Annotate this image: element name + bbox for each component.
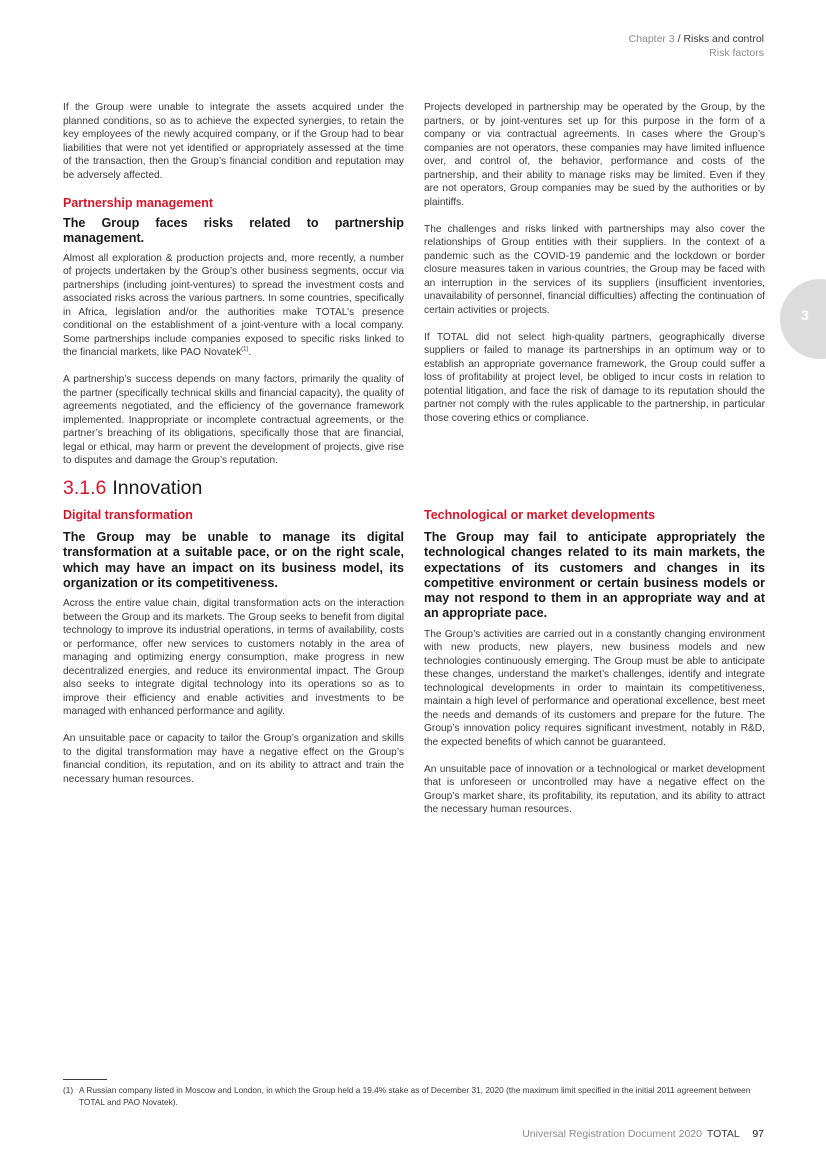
footnote-reference: (1) xyxy=(241,346,249,353)
brand-name: TOTAL xyxy=(706,1128,740,1140)
digital-transformation-heading: Digital transformation xyxy=(63,508,193,522)
header-separator: / xyxy=(674,33,684,45)
digital-transformation-paragraph-2: An unsuitable pace or capacity to tailor the Group’s organization and skills to the digital transformation may have a negative effect on the Group’s financial condition, its reputation, and on its ability to attract and train the necessary human resources. xyxy=(63,733,404,785)
left-column-bottom xyxy=(63,508,404,786)
tech-market-heading: Technological or market developments xyxy=(424,508,656,522)
chapter-label: Chapter 3 xyxy=(628,33,675,45)
right-column-bottom xyxy=(424,508,765,817)
chapter-side-tab-number: 3 xyxy=(801,307,809,323)
partnership-heading: Partnership management xyxy=(63,196,214,210)
section-number: 3.1.6 xyxy=(63,477,107,499)
section-heading xyxy=(63,477,202,499)
suppliers-paragraph: The challenges and risks linked with partnerships may also cover the relationships of Group entities with their suppliers. In the context of a pandemic such as the COVID-19 pandemic and the lockdown or border closure measures taken in various countries, the Group may be faced with an interruption in the services of its suppliers (insufficient inventories, unavailability of personnel, financial difficulties) affecting the continuation of certain activities or projects. xyxy=(424,223,765,316)
footnote-mark: (1) xyxy=(63,1085,74,1095)
digital-transformation-subheading: The Group may be unable to manage its digital transformation at a suitable pace, or on the right scale, which may have an impact on its business model, its organization or its competitiveness. xyxy=(63,530,404,590)
partnership-subheading: The Group faces risks related to partnership management. xyxy=(63,216,404,246)
page-number: 97 xyxy=(752,1128,764,1140)
digital-transformation-paragraph-1: Across the entire value chain, digital transformation acts on the interaction between the Group and its markets. The Group seeks to benefit from digital technology to improve its industrial operations, in terms of availability, costs or performance, offer new services to customers notably in the area of managing and optimizing energy consumption, make progress in new decentralized energies, and reduce its environmental impact. The Group also seeks to integrate digital technology into its operations so as to improve their efficiency and enable activities and investments to be managed with enhanced performance and agility. xyxy=(63,598,404,718)
page-footer xyxy=(522,1128,764,1140)
section-title: Innovation xyxy=(112,477,203,499)
tech-market-subheading: The Group may fail to anticipate appropriately the technological changes related to its main markets, the expectations of its customers and changes in its competitive environment or certain business models or may not respond to them in an appropriate way and at an appropriate pace. xyxy=(424,530,765,621)
chapter-line xyxy=(629,33,764,47)
chapter-subtitle: Risk factors xyxy=(709,46,764,59)
document-name: Universal Registration Document 2020 xyxy=(522,1128,702,1140)
partnership-paragraph-2: A partnership’s success depends on many factors, primarily the quality of the partner (specifically technical skills and financial capacity), the quality of agreements negotiated, and the efficiency of the governance framework implemented. Inappropriate or incomplete contractual agreements, or the partner’s breaching of its obligations, specifically those that are financial, legal or ethical, may harm or prevent the development of projects, give rise to disputes and damage the Group’s reputation. xyxy=(63,374,404,467)
tech-market-paragraph-2: An unsuitable pace of innovation or a technological or market development that is unforeseen or uncontrolled may have a negative effect on the Group’s market share, its profitability, its reputation, and its ability to attract the necessary human resources. xyxy=(424,763,765,816)
footnote-divider xyxy=(63,1079,107,1080)
partnership-operation-paragraph: Projects developed in partnership may be operated by the Group, by the partners, or by joint-ventures set up for this purpose in the form of a company or via contractual agreements. In cases where the Group’s companies are not operators, these companies may have limited influence over, and control of, the behavior, performance and costs of the partnership, and their ability to manage risks may be limited. Even if they are not operators, Group companies may be sued by the authorities or by plaintiffs. xyxy=(424,102,765,208)
partnership-paragraph-1-end: . xyxy=(248,347,252,359)
acquisition-paragraph: If the Group were unable to integrate the assets acquired under the planned conditions, so as to achieve the expected synergies, to retain the key employees of the newly acquired company, or if the Group had to bear liabilities that were not yet identified or appropriately assessed at the time of the transaction, then the Group’s financial condition and reputation may be adversely affected. xyxy=(63,102,404,181)
partnership-paragraph-1 xyxy=(63,252,404,360)
partner-selection-paragraph: If TOTAL did not select high-quality partners, geographically diverse suppliers or failed to manage its partnerships in an optimum way or to establish an appropriate governance framework, the Group could suffer a loss of profitability at project level, be obliged to incur costs in relation to potential litigation, and face the risk of damage to its reputation should the partner not comply with the rules applicable to the partnership, in particular those covering ethics or compliance. xyxy=(424,331,765,424)
page-header xyxy=(629,33,764,60)
left-column-top xyxy=(63,101,404,468)
chapter-side-tab xyxy=(780,279,826,359)
footnote-text: A Russian company listed in Moscow and London, in which the Group held a 19.4% stake as of December 31, 2020 (the maximum limit specified in the initial 2011 agreement between TOTAL and PAO Novatek). xyxy=(79,1085,751,1107)
footnote xyxy=(63,1085,765,1108)
tech-market-paragraph-1: The Group’s activities are carried out in a constantly changing environment with new products, new players, new business models and new technologies continuously emerging. The Group must be able to anticipate these changes, understand the market’s challenges, identify and integrate technological developments in order to maintain its competitiveness, maintain a high level of performance and operational excellence, best meet the needs and demands of its customers and prepare for the future. The Group’s innovation policy requires significant investment, notably in R&D, the expected benefits of which cannot be guaranteed. xyxy=(424,628,765,748)
right-column-top xyxy=(424,101,765,425)
chapter-title: Risks and control xyxy=(683,33,764,45)
partnership-paragraph-1-text: Almost all exploration & production projects and, more recently, a number of projects undertaken by the Group’s other business segments, occur via partnerships (including joint-ventures) to spread the investment costs and associated risks across the various partners. In some countries, specifically in Africa, legislation and/or the authorities make TOTAL’s presence conditional on the establishment of a joint-venture with a local company. Some partnerships include companies exposed to specific risks linked to the financial markets, like PAO Novatek xyxy=(63,252,404,359)
